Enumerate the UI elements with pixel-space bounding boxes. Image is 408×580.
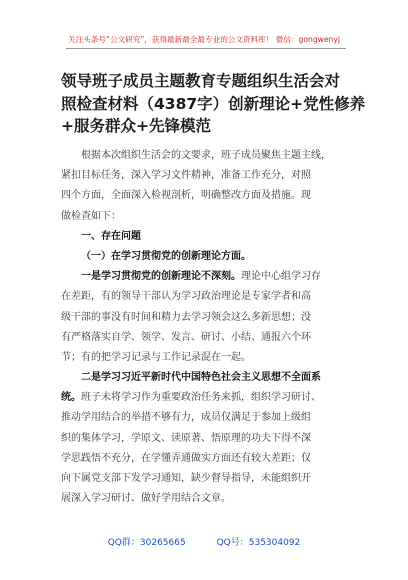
point-lead: 二是学习习近平新时代中国特色社会主义思想不全面系 (81, 372, 321, 384)
qq-number: QQ号：535304092 (216, 538, 301, 548)
paragraph-line: 有严格落实自学、领学、发言、研讨、小结、通报六个环 (61, 331, 311, 343)
footer-contact (0, 535, 408, 548)
subsection-heading: （一）在学习贯彻党的创新理论方面。 (81, 250, 251, 262)
paragraph-line: 学思践悟不充分，在学懂弄通做实方面还有较大差距；仅 (61, 452, 311, 464)
point-lead: 一是学习贯彻党的创新理论不深刻。 (81, 271, 241, 283)
header-divider (66, 48, 346, 49)
section-heading: 一、存在问题 (81, 230, 141, 242)
title-line-3: +服务群众+先锋模范 (61, 117, 211, 135)
paragraph-line: 节；有的把学习记录与工作记录混在一起。 (61, 351, 251, 363)
paragraph-line: 根据本次组织生活会的文要求，班子成员聚焦主题主线， (81, 150, 331, 161)
paragraph-line: 在差距，有的领导干部认为学习政治理论是专家学者和高 (61, 291, 311, 303)
title-line-1: 领导班子成员主题教育专题组织生活会对 (61, 72, 341, 90)
point-lead-end: 统。 (61, 392, 81, 404)
paragraph-line (61, 267, 357, 287)
paragraph-line: 向下属党支部下发学习通知，缺少督导指导，未能组织开 (61, 473, 311, 484)
point-text: 班子未将学习作为重要政治任务来抓，组织学习研讨、 (81, 392, 321, 404)
title-line-2: 照检查材料（4387字）创新理论+党性修养 (61, 94, 366, 113)
document-body (61, 146, 357, 509)
point-text: 理论中心组学习存 (241, 271, 321, 283)
header-note: 关注头条号“公文研究”，获得最新最全最专业的公文资料库！ 微信：gongwenyj (68, 35, 340, 44)
paragraph-line: 四个方面，全面深入检视剖析，明确整改方面及措施。现 (61, 190, 311, 202)
paragraph-line: 做检查如下： (61, 210, 121, 222)
paragraph-line: 级干部的事没有时间和精力去学习领会这么多新思想；没 (61, 311, 311, 323)
qq-group: QQ群：30265665 (107, 538, 186, 548)
paragraph-line: 织的集体学习，学原文、读原著、悟原理的功夫下得不深 (61, 432, 311, 444)
document-title (61, 70, 366, 138)
paragraph-line: 推动学用结合的举措不够有力，成员仅满足于参加上级组 (61, 412, 311, 424)
paragraph-line: 紧扣目标任务，深入学习文件精神，准备工作充分，对照 (61, 170, 311, 182)
paragraph-line: 展深入学习研讨、做好学用结合文章。 (61, 493, 231, 505)
paragraph-line (61, 388, 357, 408)
